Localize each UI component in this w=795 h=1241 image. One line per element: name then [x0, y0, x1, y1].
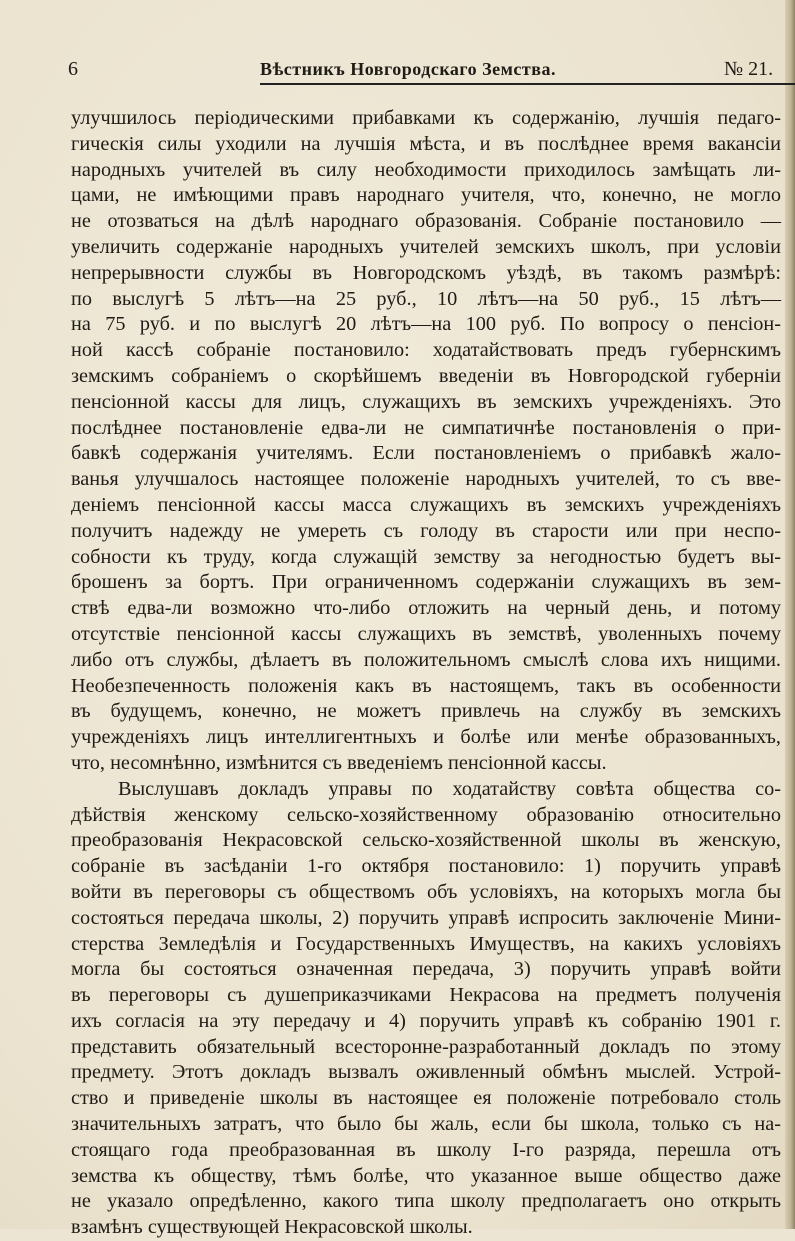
body-text — [71, 106, 781, 1241]
text-line: стерства Земледѣлія и Государственныхъ Имуществъ, на какихъ условіяхъ — [71, 932, 781, 955]
text-line: Выслушавъ докладъ управы по ходатайству совѣта общества со- — [118, 777, 781, 800]
text-line: пенсіонной кассы для лицъ, служащихъ въ земскихъ учрежденіяхъ. Это — [71, 390, 781, 413]
text-line: не указало опредѣленно, какого типа школу предполагаетъ оно открыть — [71, 1190, 781, 1213]
text-line: Необезпеченность положенія какъ въ настоящемъ, такъ въ особенности — [71, 674, 781, 697]
text-line: ихъ согласія на эту передачу и 4) поручить управѣ къ собранію 1901 г. — [71, 1009, 781, 1032]
text-line: ство и приведеніе школы въ настоящее ея положеніе потребовало столь — [71, 1087, 781, 1110]
text-line: послѣднее постановленіе едва-ли не симпатичнѣе постановленія о при- — [71, 416, 781, 439]
text-line: преобразованія Некрасовской сельско-хозяйственной школы въ женскую, — [71, 829, 781, 852]
header-rule — [260, 83, 795, 85]
page-edge-shadow — [785, 0, 795, 1229]
text-line: земскимъ собраніемъ о скорѣйшемъ введеніи въ Новгородской губерніи — [71, 364, 781, 387]
running-header — [60, 58, 795, 84]
text-line: собности къ труду, когда служащій земству за негодностью будетъ вы- — [71, 545, 781, 568]
text-line: улучшилось періодическими прибавками къ содержанію, лучшія педаго- — [71, 107, 781, 129]
text-line: значительныхъ затратъ, что было бы жаль, если бы школа, только съ на- — [71, 1113, 781, 1136]
text-line: деніемъ пенсіонной кассы масса служащихъ въ земскихъ учрежденіяхъ — [71, 493, 781, 516]
text-line: не отозваться на дѣлѣ народнаго образованія. Собраніе постановило — — [71, 210, 781, 233]
text-line: по выслугѣ 5 лѣтъ—на 25 руб., 10 лѣтъ—на 50 руб., 15 лѣтъ— — [71, 287, 781, 310]
text-line: предмету. Этотъ докладъ вызвалъ оживленный обмѣнъ мыслей. Устрой- — [71, 1061, 781, 1084]
text-line: въ будущемъ, конечно, не можетъ привлечь на службу въ земскихъ — [71, 700, 781, 723]
text-line: могла бы состояться означенная передача, 3) поручить управѣ войти — [71, 958, 781, 981]
text-line: учрежденіяхъ лицъ интеллигентныхъ и болѣе или менѣе образованныхъ, — [71, 726, 781, 749]
text-line: дѣйствія женскому сельско-хозяйственному образованію относительно — [71, 803, 781, 826]
text-line: ной кассѣ собраніе постановило: ходатайствовать предъ губернскимъ — [71, 339, 781, 362]
page-number: 6 — [68, 58, 78, 80]
text-line: въ переговоры съ душеприказчиками Некрасова на предметъ полученія — [71, 984, 781, 1007]
text-line: бавкѣ содержанія учителямъ. Если постановленіемъ о прибавкѣ жало- — [71, 442, 781, 465]
text-line: войти въ переговоры съ обществомъ объ условіяхъ, на которыхъ могла бы — [71, 880, 781, 903]
text-line: ствѣ едва-ли возможно что-либо отложить на черный день, и потому — [71, 597, 781, 620]
text-line: получитъ надежду не умереть съ голоду въ старости или при неспо- — [71, 519, 781, 542]
text-line: собраніе въ засѣданіи 1-го октября постановило: 1) поручить управѣ — [71, 855, 781, 878]
text-line: на 75 руб. и по выслугѣ 20 лѣтъ—на 100 руб. По вопросу о пенсіон- — [71, 313, 781, 336]
text-line: ванья улучшалось настоящее положеніе народныхъ учителей, то съ вве- — [71, 468, 781, 491]
text-line: земства къ обществу, тѣмъ болѣе, что указанное выше общество даже — [71, 1164, 781, 1187]
text-line: отсутствіе пенсіонной кассы служащихъ въ земствѣ, уволенныхъ почему — [71, 622, 781, 645]
text-line: либо отъ службы, дѣлаетъ въ положительномъ смыслѣ слова ихъ нищими. — [71, 648, 781, 671]
text-line: народныхъ учителей въ силу необходимости приходилось замѣщать ли- — [71, 158, 781, 181]
text-line: непрерывности службы въ Новгородскомъ уѣздѣ, въ такомъ размѣрѣ: — [71, 261, 781, 284]
text-line: гическія силы уходили на лучшія мѣста, и въ послѣднее время вакансіи — [71, 132, 781, 155]
issue-number: № 21. — [724, 58, 774, 80]
text-line: что, несомнѣнно, измѣнится съ введеніемъ пенсіонной кассы. — [71, 751, 607, 774]
text-line: брошенъ за бортъ. При ограниченномъ содержаніи служащихъ въ зем- — [71, 571, 781, 594]
text-line: состояться передача школы, 2) поручить управѣ испросить заключеніе Мини- — [71, 906, 781, 929]
text-line: увеличить содержаніе народныхъ учителей земскихъ школъ, при условіи — [71, 235, 781, 258]
text-line: взамѣнъ существующей Некрасовской школы. — [71, 1216, 473, 1239]
text-line: цами, не имѣющими правъ народнаго учителя, что, конечно, не могло — [71, 184, 781, 207]
text-line: представить обязательный всесторонне-разработанный докладъ по этому — [71, 1035, 781, 1058]
text-line: стоящаго года преобразованная въ школу I-го разряда, перешла отъ — [71, 1138, 781, 1161]
journal-title: Вѣстникъ Новгородскаго Земства. — [260, 59, 556, 79]
